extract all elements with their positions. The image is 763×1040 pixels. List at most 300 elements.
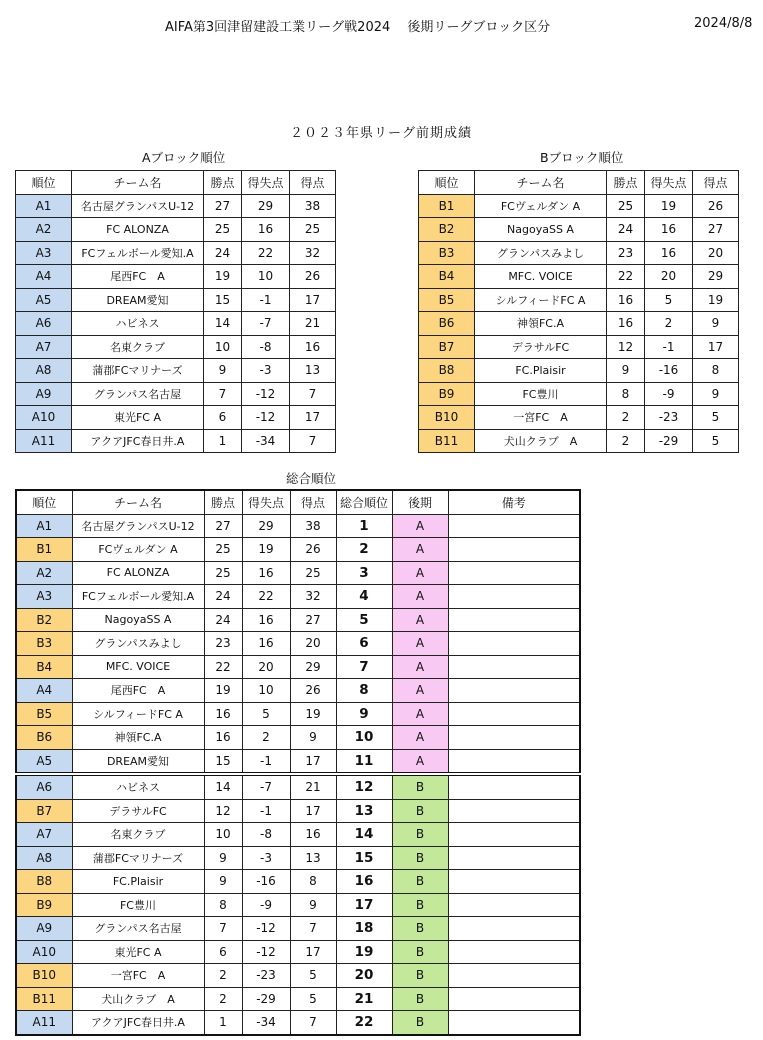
rank-cell: B10 xyxy=(16,964,72,988)
late-block-cell: A xyxy=(392,514,448,538)
points-cell: 12 xyxy=(204,799,242,823)
team-name-cell: FC.Plaisir xyxy=(72,870,204,894)
column-header: 得失点 xyxy=(242,171,290,195)
goal-diff-cell: 10 xyxy=(242,265,290,289)
late-block-cell: B xyxy=(392,774,448,799)
goals-cell: 27 xyxy=(693,218,739,242)
rank-cell: B4 xyxy=(419,265,475,289)
team-name-cell: 尾西FC A xyxy=(72,679,204,703)
remarks-cell xyxy=(448,655,580,679)
points-cell: 24 xyxy=(204,241,242,265)
table-row xyxy=(16,359,336,383)
goal-diff-cell: -12 xyxy=(242,382,290,406)
overall-rank-cell: 22 xyxy=(336,1011,392,1035)
team-name-cell: MFC. VOICE xyxy=(72,655,204,679)
column-header: 順位 xyxy=(16,171,72,195)
goal-diff-cell: 20 xyxy=(242,655,290,679)
rank-cell: A9 xyxy=(16,917,72,941)
points-cell: 27 xyxy=(204,514,242,538)
rank-cell: A4 xyxy=(16,265,72,289)
goals-cell: 16 xyxy=(290,335,336,359)
overall-rank-cell: 5 xyxy=(336,608,392,632)
goals-cell: 38 xyxy=(290,194,336,218)
remarks-cell xyxy=(448,749,580,774)
table-row xyxy=(16,726,580,750)
rank-cell: A2 xyxy=(16,218,72,242)
team-name-cell: FCフェルボール愛知.A xyxy=(72,585,204,609)
rank-cell: A5 xyxy=(16,288,72,312)
goal-diff-cell: 16 xyxy=(242,218,290,242)
rank-cell: B4 xyxy=(16,655,72,679)
table-row xyxy=(16,265,336,289)
table-row xyxy=(419,194,739,218)
table-row xyxy=(16,561,580,585)
points-cell: 22 xyxy=(607,265,645,289)
team-name-cell: ハビネス xyxy=(72,774,204,799)
goals-cell: 9 xyxy=(290,726,336,750)
column-header: チーム名 xyxy=(475,171,607,195)
points-cell: 14 xyxy=(204,312,242,336)
table-row xyxy=(16,429,336,453)
remarks-cell xyxy=(448,987,580,1011)
goals-cell: 9 xyxy=(290,893,336,917)
points-cell: 1 xyxy=(204,1011,242,1035)
rank-cell: B3 xyxy=(16,632,72,656)
rank-cell: A6 xyxy=(16,312,72,336)
table-row xyxy=(16,679,580,703)
points-cell: 8 xyxy=(607,382,645,406)
goal-diff-cell: -9 xyxy=(645,382,693,406)
rank-cell: B2 xyxy=(16,608,72,632)
table-row xyxy=(16,406,336,430)
table-row xyxy=(16,538,580,562)
column-header: 備考 xyxy=(448,490,580,514)
late-block-cell: A xyxy=(392,561,448,585)
late-block-cell: A xyxy=(392,726,448,750)
points-cell: 22 xyxy=(204,655,242,679)
season-heading: ２０２３年県リーグ前期成績 xyxy=(290,126,473,141)
team-name-cell: 名古屋グランパスU-12 xyxy=(72,194,204,218)
rank-cell: A4 xyxy=(16,679,72,703)
rank-cell: B8 xyxy=(16,870,72,894)
rank-cell: A7 xyxy=(16,335,72,359)
late-block-cell: B xyxy=(392,917,448,941)
points-cell: 24 xyxy=(607,218,645,242)
goal-diff-cell: -1 xyxy=(242,288,290,312)
points-cell: 23 xyxy=(204,632,242,656)
table-row xyxy=(16,1011,580,1035)
team-name-cell: 蒲郡FCマリナーズ xyxy=(72,359,204,383)
goals-cell: 21 xyxy=(290,774,336,799)
rank-cell: A3 xyxy=(16,241,72,265)
goals-cell: 7 xyxy=(290,1011,336,1035)
column-header: 得点 xyxy=(290,490,336,514)
team-name-cell: 名古屋グランパスU-12 xyxy=(72,514,204,538)
late-block-cell: A xyxy=(392,702,448,726)
rank-cell: A9 xyxy=(16,382,72,406)
table-row xyxy=(16,514,580,538)
points-cell: 15 xyxy=(204,749,242,774)
overall-caption: 総合順位 xyxy=(286,471,337,486)
goals-cell: 25 xyxy=(290,218,336,242)
block-b-body xyxy=(419,194,739,453)
points-cell: 7 xyxy=(204,917,242,941)
rank-cell: B1 xyxy=(419,194,475,218)
points-cell: 8 xyxy=(204,893,242,917)
table-row xyxy=(419,218,739,242)
block-a-table xyxy=(15,170,336,453)
goals-cell: 27 xyxy=(290,608,336,632)
goal-diff-cell: -29 xyxy=(242,987,290,1011)
goals-cell: 21 xyxy=(290,312,336,336)
overall-rank-cell: 11 xyxy=(336,749,392,774)
goal-diff-cell: 19 xyxy=(645,194,693,218)
goal-diff-cell: -8 xyxy=(242,335,290,359)
team-name-cell: MFC. VOICE xyxy=(475,265,607,289)
table-row xyxy=(419,288,739,312)
goals-cell: 38 xyxy=(290,514,336,538)
table-row xyxy=(16,655,580,679)
table-row xyxy=(419,359,739,383)
block-a-caption: Aブロック順位 xyxy=(142,150,226,165)
table-row xyxy=(16,870,580,894)
table-row xyxy=(16,335,336,359)
points-cell: 9 xyxy=(204,870,242,894)
document-date: 2024/8/8 xyxy=(694,16,753,31)
points-cell: 15 xyxy=(204,288,242,312)
table-row xyxy=(16,218,336,242)
goals-cell: 19 xyxy=(693,288,739,312)
rank-cell: B9 xyxy=(16,893,72,917)
points-cell: 1 xyxy=(204,429,242,453)
column-header: 得点 xyxy=(290,171,336,195)
points-cell: 16 xyxy=(607,288,645,312)
goal-diff-cell: -8 xyxy=(242,823,290,847)
team-name-cell: 犬山クラブ A xyxy=(475,429,607,453)
goals-cell: 5 xyxy=(693,429,739,453)
goals-cell: 8 xyxy=(290,870,336,894)
goal-diff-cell: 29 xyxy=(242,514,290,538)
team-name-cell: グランパスみよし xyxy=(72,632,204,656)
table-row xyxy=(16,194,336,218)
team-name-cell: FC ALONZA xyxy=(72,561,204,585)
team-name-cell: FC豊川 xyxy=(475,382,607,406)
points-cell: 2 xyxy=(204,964,242,988)
table-row xyxy=(419,241,739,265)
team-name-cell: グランパス名古屋 xyxy=(72,382,204,406)
remarks-cell xyxy=(448,702,580,726)
overall-rank-cell: 21 xyxy=(336,987,392,1011)
team-name-cell: 一宮FC A xyxy=(475,406,607,430)
late-block-cell: B xyxy=(392,799,448,823)
goal-diff-cell: 16 xyxy=(645,218,693,242)
goal-diff-cell: 22 xyxy=(242,241,290,265)
goals-cell: 19 xyxy=(290,702,336,726)
remarks-cell xyxy=(448,799,580,823)
goal-diff-cell: 16 xyxy=(242,632,290,656)
column-header: 順位 xyxy=(419,171,475,195)
remarks-cell xyxy=(448,964,580,988)
overall-rank-cell: 15 xyxy=(336,846,392,870)
rank-cell: B11 xyxy=(16,987,72,1011)
goals-cell: 16 xyxy=(290,823,336,847)
late-block-cell: B xyxy=(392,987,448,1011)
goals-cell: 20 xyxy=(290,632,336,656)
points-cell: 24 xyxy=(204,608,242,632)
goals-cell: 7 xyxy=(290,917,336,941)
late-block-cell: B xyxy=(392,870,448,894)
goals-cell: 26 xyxy=(693,194,739,218)
points-cell: 16 xyxy=(607,312,645,336)
team-name-cell: NagoyaSS A xyxy=(72,608,204,632)
goals-cell: 7 xyxy=(290,382,336,406)
goals-cell: 17 xyxy=(290,799,336,823)
table-row xyxy=(16,893,580,917)
table-row xyxy=(16,964,580,988)
goal-diff-cell: 16 xyxy=(645,241,693,265)
goal-diff-cell: 2 xyxy=(242,726,290,750)
rank-cell: A8 xyxy=(16,359,72,383)
rank-cell: B8 xyxy=(419,359,475,383)
table-row xyxy=(16,799,580,823)
late-block-cell: B xyxy=(392,964,448,988)
rank-cell: B6 xyxy=(419,312,475,336)
column-header: 勝点 xyxy=(204,171,242,195)
table-row xyxy=(419,312,739,336)
rank-cell: B5 xyxy=(16,702,72,726)
remarks-cell xyxy=(448,940,580,964)
team-name-cell: シルフィードFC A xyxy=(72,702,204,726)
late-block-cell: A xyxy=(392,655,448,679)
remarks-cell xyxy=(448,632,580,656)
goal-diff-cell: -1 xyxy=(645,335,693,359)
team-name-cell: 名東クラブ xyxy=(72,823,204,847)
points-cell: 19 xyxy=(204,265,242,289)
goals-cell: 5 xyxy=(290,987,336,1011)
table-row xyxy=(16,917,580,941)
overall-rank-cell: 13 xyxy=(336,799,392,823)
remarks-cell xyxy=(448,870,580,894)
block-b-table xyxy=(418,170,739,453)
goal-diff-cell: -7 xyxy=(242,774,290,799)
team-name-cell: DREAM愛知 xyxy=(72,288,204,312)
column-header: 得失点 xyxy=(242,490,290,514)
goals-cell: 9 xyxy=(693,382,739,406)
team-name-cell: 犬山クラブ A xyxy=(72,987,204,1011)
table-row xyxy=(16,608,580,632)
overall-rank-cell: 12 xyxy=(336,774,392,799)
remarks-cell xyxy=(448,774,580,799)
overall-table xyxy=(15,489,581,1036)
points-cell: 10 xyxy=(204,823,242,847)
rank-cell: B11 xyxy=(419,429,475,453)
team-name-cell: FC.Plaisir xyxy=(475,359,607,383)
goals-cell: 20 xyxy=(693,241,739,265)
team-name-cell: 神領FC.A xyxy=(475,312,607,336)
points-cell: 25 xyxy=(607,194,645,218)
goals-cell: 5 xyxy=(290,964,336,988)
goals-cell: 29 xyxy=(290,655,336,679)
overall-rank-cell: 1 xyxy=(336,514,392,538)
goal-diff-cell: -3 xyxy=(242,846,290,870)
table-row xyxy=(16,241,336,265)
team-name-cell: 東光FC A xyxy=(72,406,204,430)
table-row xyxy=(16,940,580,964)
remarks-cell xyxy=(448,846,580,870)
overall-rank-cell: 16 xyxy=(336,870,392,894)
late-block-cell: A xyxy=(392,632,448,656)
overall-rank-cell: 20 xyxy=(336,964,392,988)
remarks-cell xyxy=(448,893,580,917)
overall-rank-cell: 6 xyxy=(336,632,392,656)
team-name-cell: FCヴェルダン A xyxy=(475,194,607,218)
goals-cell: 13 xyxy=(290,359,336,383)
goals-cell: 5 xyxy=(693,406,739,430)
team-name-cell: グランパスみよし xyxy=(475,241,607,265)
points-cell: 19 xyxy=(204,679,242,703)
points-cell: 25 xyxy=(204,561,242,585)
table-row xyxy=(419,406,739,430)
rank-cell: B3 xyxy=(419,241,475,265)
table-row xyxy=(16,632,580,656)
overall-rank-cell: 3 xyxy=(336,561,392,585)
late-block-cell: B xyxy=(392,893,448,917)
remarks-cell xyxy=(448,726,580,750)
points-cell: 9 xyxy=(204,359,242,383)
overall-rank-cell: 8 xyxy=(336,679,392,703)
rank-cell: B6 xyxy=(16,726,72,750)
remarks-cell xyxy=(448,679,580,703)
goal-diff-cell: 10 xyxy=(242,679,290,703)
team-name-cell: 蒲郡FCマリナーズ xyxy=(72,846,204,870)
goal-diff-cell: -12 xyxy=(242,940,290,964)
rank-cell: A1 xyxy=(16,194,72,218)
remarks-cell xyxy=(448,538,580,562)
remarks-cell xyxy=(448,561,580,585)
late-block-cell: A xyxy=(392,538,448,562)
points-cell: 2 xyxy=(204,987,242,1011)
rank-cell: A10 xyxy=(16,406,72,430)
goals-cell: 7 xyxy=(290,429,336,453)
late-block-cell: A xyxy=(392,585,448,609)
points-cell: 14 xyxy=(204,774,242,799)
goal-diff-cell: 16 xyxy=(242,608,290,632)
overall-body xyxy=(16,514,580,1035)
team-name-cell: シルフィードFC A xyxy=(475,288,607,312)
team-name-cell: アクアJFC春日井.A xyxy=(72,429,204,453)
goal-diff-cell: -7 xyxy=(242,312,290,336)
overall-rank-cell: 2 xyxy=(336,538,392,562)
team-name-cell: デラサルFC xyxy=(475,335,607,359)
goals-cell: 9 xyxy=(693,312,739,336)
goal-diff-cell: -9 xyxy=(242,893,290,917)
points-cell: 23 xyxy=(607,241,645,265)
rank-cell: B9 xyxy=(419,382,475,406)
table-row xyxy=(16,823,580,847)
rank-cell: A5 xyxy=(16,749,72,774)
points-cell: 7 xyxy=(204,382,242,406)
team-name-cell: FC ALONZA xyxy=(72,218,204,242)
overall-rank-cell: 4 xyxy=(336,585,392,609)
overall-rank-cell: 9 xyxy=(336,702,392,726)
goal-diff-cell: -12 xyxy=(242,917,290,941)
table-row xyxy=(419,265,739,289)
goals-cell: 17 xyxy=(290,749,336,774)
goals-cell: 17 xyxy=(290,406,336,430)
goals-cell: 17 xyxy=(290,940,336,964)
points-cell: 2 xyxy=(607,429,645,453)
column-header: チーム名 xyxy=(72,490,204,514)
column-header: チーム名 xyxy=(72,171,204,195)
goals-cell: 32 xyxy=(290,241,336,265)
late-block-cell: B xyxy=(392,846,448,870)
goal-diff-cell: -3 xyxy=(242,359,290,383)
team-name-cell: NagoyaSS A xyxy=(475,218,607,242)
goals-cell: 13 xyxy=(290,846,336,870)
overall-header-row xyxy=(16,490,580,514)
goal-diff-cell: -1 xyxy=(242,749,290,774)
team-name-cell: 名東クラブ xyxy=(72,335,204,359)
rank-cell: A6 xyxy=(16,774,72,799)
table-row xyxy=(16,288,336,312)
late-block-cell: B xyxy=(392,823,448,847)
table-row xyxy=(16,987,580,1011)
points-cell: 24 xyxy=(204,585,242,609)
goals-cell: 17 xyxy=(693,335,739,359)
points-cell: 6 xyxy=(204,406,242,430)
points-cell: 12 xyxy=(607,335,645,359)
rank-cell: B7 xyxy=(16,799,72,823)
goal-diff-cell: -34 xyxy=(242,1011,290,1035)
table-row xyxy=(419,429,739,453)
rank-cell: B5 xyxy=(419,288,475,312)
overall-rank-cell: 10 xyxy=(336,726,392,750)
goals-cell: 26 xyxy=(290,679,336,703)
rank-cell: A2 xyxy=(16,561,72,585)
team-name-cell: 尾西FC A xyxy=(72,265,204,289)
goal-diff-cell: -23 xyxy=(645,406,693,430)
late-block-cell: A xyxy=(392,679,448,703)
team-name-cell: FCフェルボール愛知.A xyxy=(72,241,204,265)
goal-diff-cell: -16 xyxy=(645,359,693,383)
late-block-cell: B xyxy=(392,940,448,964)
column-header: 後期 xyxy=(392,490,448,514)
team-name-cell: ハビネス xyxy=(72,312,204,336)
goals-cell: 25 xyxy=(290,561,336,585)
table-row xyxy=(419,382,739,406)
column-header: 得失点 xyxy=(645,171,693,195)
goals-cell: 26 xyxy=(290,265,336,289)
goal-diff-cell: 19 xyxy=(242,538,290,562)
points-cell: 9 xyxy=(607,359,645,383)
goal-diff-cell: -29 xyxy=(645,429,693,453)
points-cell: 9 xyxy=(204,846,242,870)
column-header: 勝点 xyxy=(607,171,645,195)
rank-cell: A3 xyxy=(16,585,72,609)
points-cell: 16 xyxy=(204,726,242,750)
points-cell: 16 xyxy=(204,702,242,726)
team-name-cell: アクアJFC春日井.A xyxy=(72,1011,204,1035)
team-name-cell: FC豊川 xyxy=(72,893,204,917)
block-b-header-row xyxy=(419,171,739,195)
table-row xyxy=(16,749,580,774)
overall-rank-cell: 18 xyxy=(336,917,392,941)
goal-diff-cell: 22 xyxy=(242,585,290,609)
late-block-cell: B xyxy=(392,1011,448,1035)
rank-cell: A8 xyxy=(16,846,72,870)
goal-diff-cell: -23 xyxy=(242,964,290,988)
team-name-cell: 神領FC.A xyxy=(72,726,204,750)
